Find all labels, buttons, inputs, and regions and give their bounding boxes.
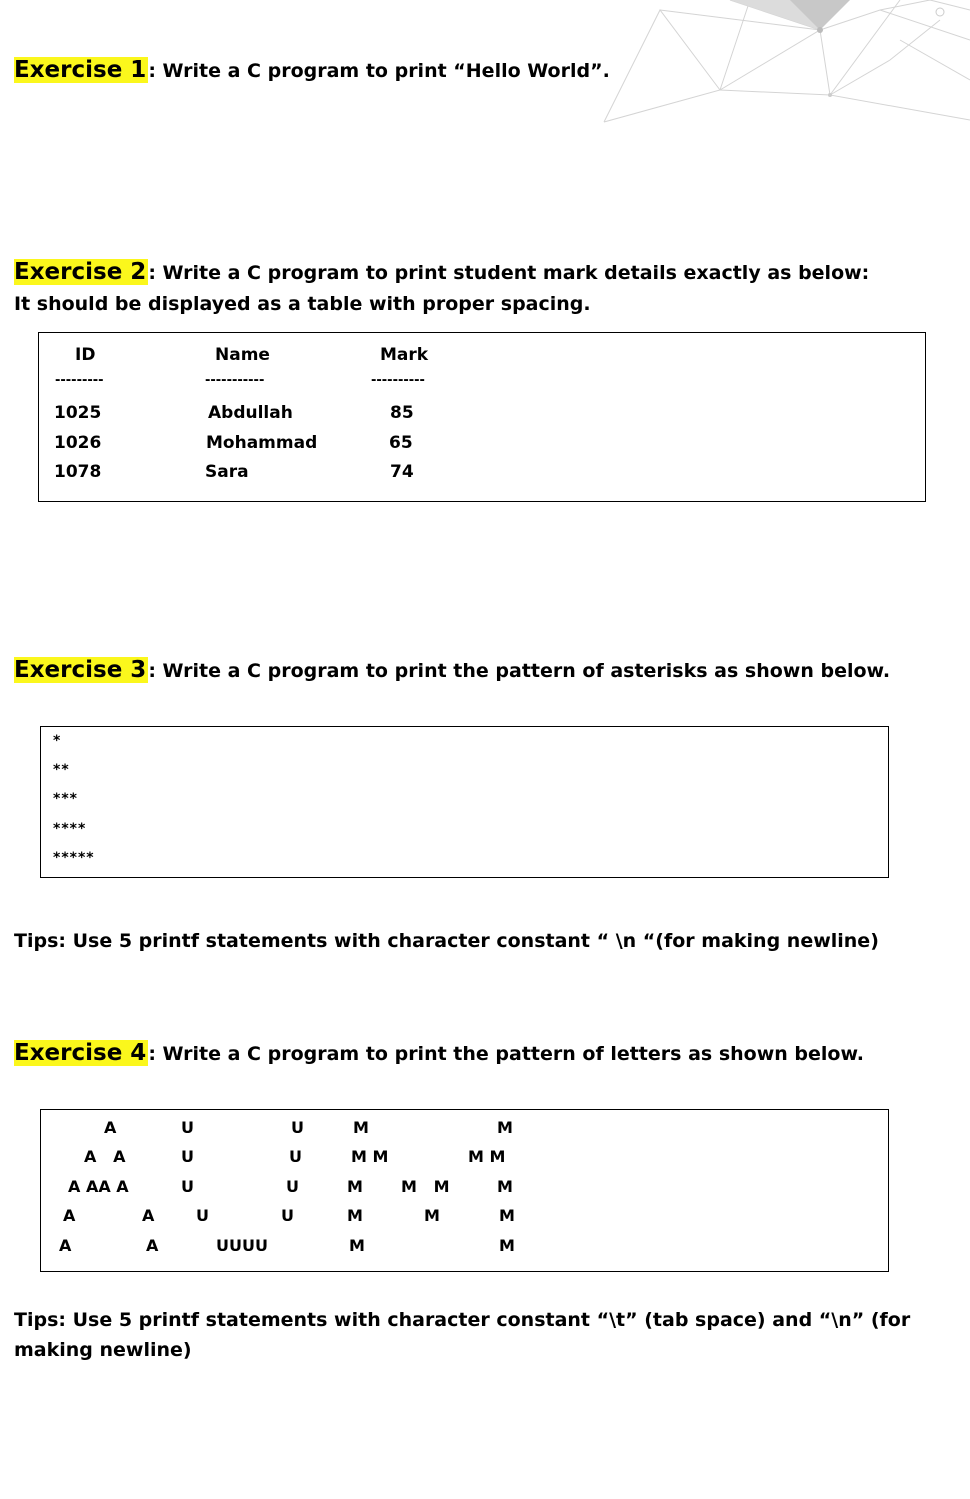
exercise-3-heading (14, 657, 890, 683)
exercise-3-tips: Tips: Use 5 printf statements with character constant “ \n “(for making newline) (14, 930, 879, 952)
pattern-letter: M (499, 1206, 515, 1225)
table-cell-id: 1078 (54, 462, 102, 482)
table-dash-id: --------- (55, 373, 104, 388)
pattern-letter: M (353, 1118, 369, 1137)
pattern-letter: A (59, 1236, 72, 1255)
exercise-4-tips: Tips: Use 5 printf statements with character constant “\t” (tab space) and “\n” (for making newline) (14, 1309, 911, 1361)
asterisk-row: *** (53, 791, 78, 807)
pattern-letter: U (196, 1206, 209, 1225)
asterisk-row: * (53, 733, 62, 749)
pattern-letter: M M (468, 1147, 506, 1166)
exercise-3-label: Exercise 3 (14, 657, 147, 683)
exercise-3-text: : Write a C program to print the pattern of asterisks as shown below. (148, 660, 891, 682)
exercise-4-label: Exercise 4 (14, 1040, 147, 1066)
exercise-1-text: : Write a C program to print “Hello World”. (148, 60, 610, 82)
asterisk-row: ** (53, 762, 70, 778)
pattern-letter: M (424, 1206, 440, 1225)
pattern-letter: A (63, 1206, 76, 1225)
pattern-letter: U (281, 1206, 294, 1225)
pattern-letter: U (181, 1147, 194, 1166)
pattern-letter: U (286, 1177, 299, 1196)
pattern-letter: M (347, 1206, 363, 1225)
pattern-letter: U (291, 1118, 304, 1137)
exercise-4-text: : Write a C program to print the pattern of letters as shown below. (148, 1043, 865, 1065)
table-header-name: Name (215, 345, 270, 365)
pattern-letter: A (142, 1206, 155, 1225)
asterisk-row: ***** (53, 850, 95, 866)
table-dash-mark: ---------- (371, 373, 425, 388)
pattern-letter: M M (351, 1147, 389, 1166)
exercise-2-subtext: It should be displayed as a table with proper spacing. (14, 293, 591, 315)
exercise-4-heading (14, 1040, 864, 1066)
pattern-letter: U (181, 1177, 194, 1196)
asterisk-pattern-box (40, 726, 889, 878)
table-cell-id: 1026 (54, 433, 102, 453)
table-cell-name: Sara (205, 462, 249, 482)
pattern-letter: M (349, 1236, 365, 1255)
pattern-letter: U (289, 1147, 302, 1166)
table-cell-mark: 65 (389, 433, 413, 453)
pattern-letter: A (104, 1118, 117, 1137)
table-cell-name: Mohammad (206, 433, 318, 453)
exercise-1-label: Exercise 1 (14, 57, 147, 83)
table-header-mark: Mark (380, 345, 429, 365)
pattern-letter: A (146, 1236, 159, 1255)
pattern-letter: A AA A (68, 1177, 129, 1196)
pattern-letter: M M (401, 1177, 450, 1196)
pattern-letter: U (181, 1118, 194, 1137)
table-cell-mark: 74 (390, 462, 414, 482)
pattern-letter: A A (84, 1147, 126, 1166)
exercise-1-heading (14, 57, 610, 83)
table-cell-name: Abdullah (208, 403, 293, 423)
pattern-letter: M (497, 1118, 513, 1137)
student-marks-table (38, 332, 926, 502)
table-dash-name: ----------- (205, 373, 265, 388)
letter-pattern-box (40, 1109, 889, 1272)
exercise-2-text: : Write a C program to print student mark details exactly as below: (148, 262, 870, 284)
pattern-letter: M (347, 1177, 363, 1196)
decorative-polygon-graphic (590, 0, 970, 160)
exercise-2-heading (14, 259, 869, 285)
pattern-letter: M (497, 1177, 513, 1196)
pattern-letter: UUUU (216, 1236, 268, 1255)
exercise-2-label: Exercise 2 (14, 259, 147, 285)
table-cell-mark: 85 (390, 403, 414, 423)
pattern-letter: M (499, 1236, 515, 1255)
table-cell-id: 1025 (54, 403, 102, 423)
asterisk-row: **** (53, 821, 87, 837)
table-header-id: ID (75, 345, 96, 365)
